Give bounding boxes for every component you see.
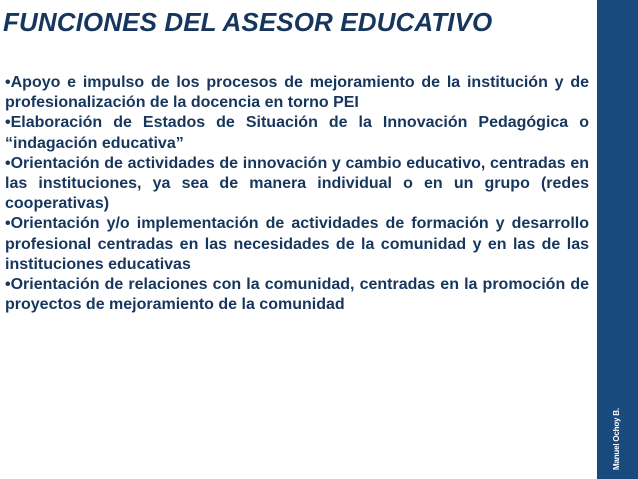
slide-title: FUNCIONES DEL ASESOR EDUCATIVO <box>3 7 493 37</box>
bullet-text: Elaboración de Estados de Situación de la Innovación Pedagógica o “indagación educativa” <box>5 114 589 152</box>
bullet-marker: • <box>5 276 11 294</box>
bullet-item-4 <box>5 214 589 275</box>
bullet-list <box>5 73 589 315</box>
bullet-text: Orientación de relaciones con la comunidad, centradas en la promoción de proyectos de mejoramiento de la comunidad <box>5 276 589 314</box>
bullet-marker: • <box>5 154 11 172</box>
bullet-item-5 <box>5 275 589 315</box>
bullet-item-2 <box>5 113 589 153</box>
bullet-item-3 <box>5 154 589 215</box>
author-note: Manuel Ochoy B. <box>612 408 621 470</box>
bullet-marker: • <box>5 215 11 233</box>
bullet-text: Apoyo e impulso de los procesos de mejoramiento de la institución y de profesionalización de la docencia en torno PEI <box>5 74 589 112</box>
bullet-item-1 <box>5 73 589 113</box>
bullet-marker: • <box>5 74 11 91</box>
bullet-marker: • <box>5 114 11 132</box>
bullet-text: Orientación y/o implementación de actividades de formación y desarrollo profesional centradas en las necesidades de la comunidad y en las de las instituciones educativas <box>5 215 589 273</box>
bullet-text: Orientación de actividades de innovación y cambio educativo, centradas en las instituciones, ya sea de manera individual o en un grupo (redes cooperativas) <box>5 154 589 213</box>
